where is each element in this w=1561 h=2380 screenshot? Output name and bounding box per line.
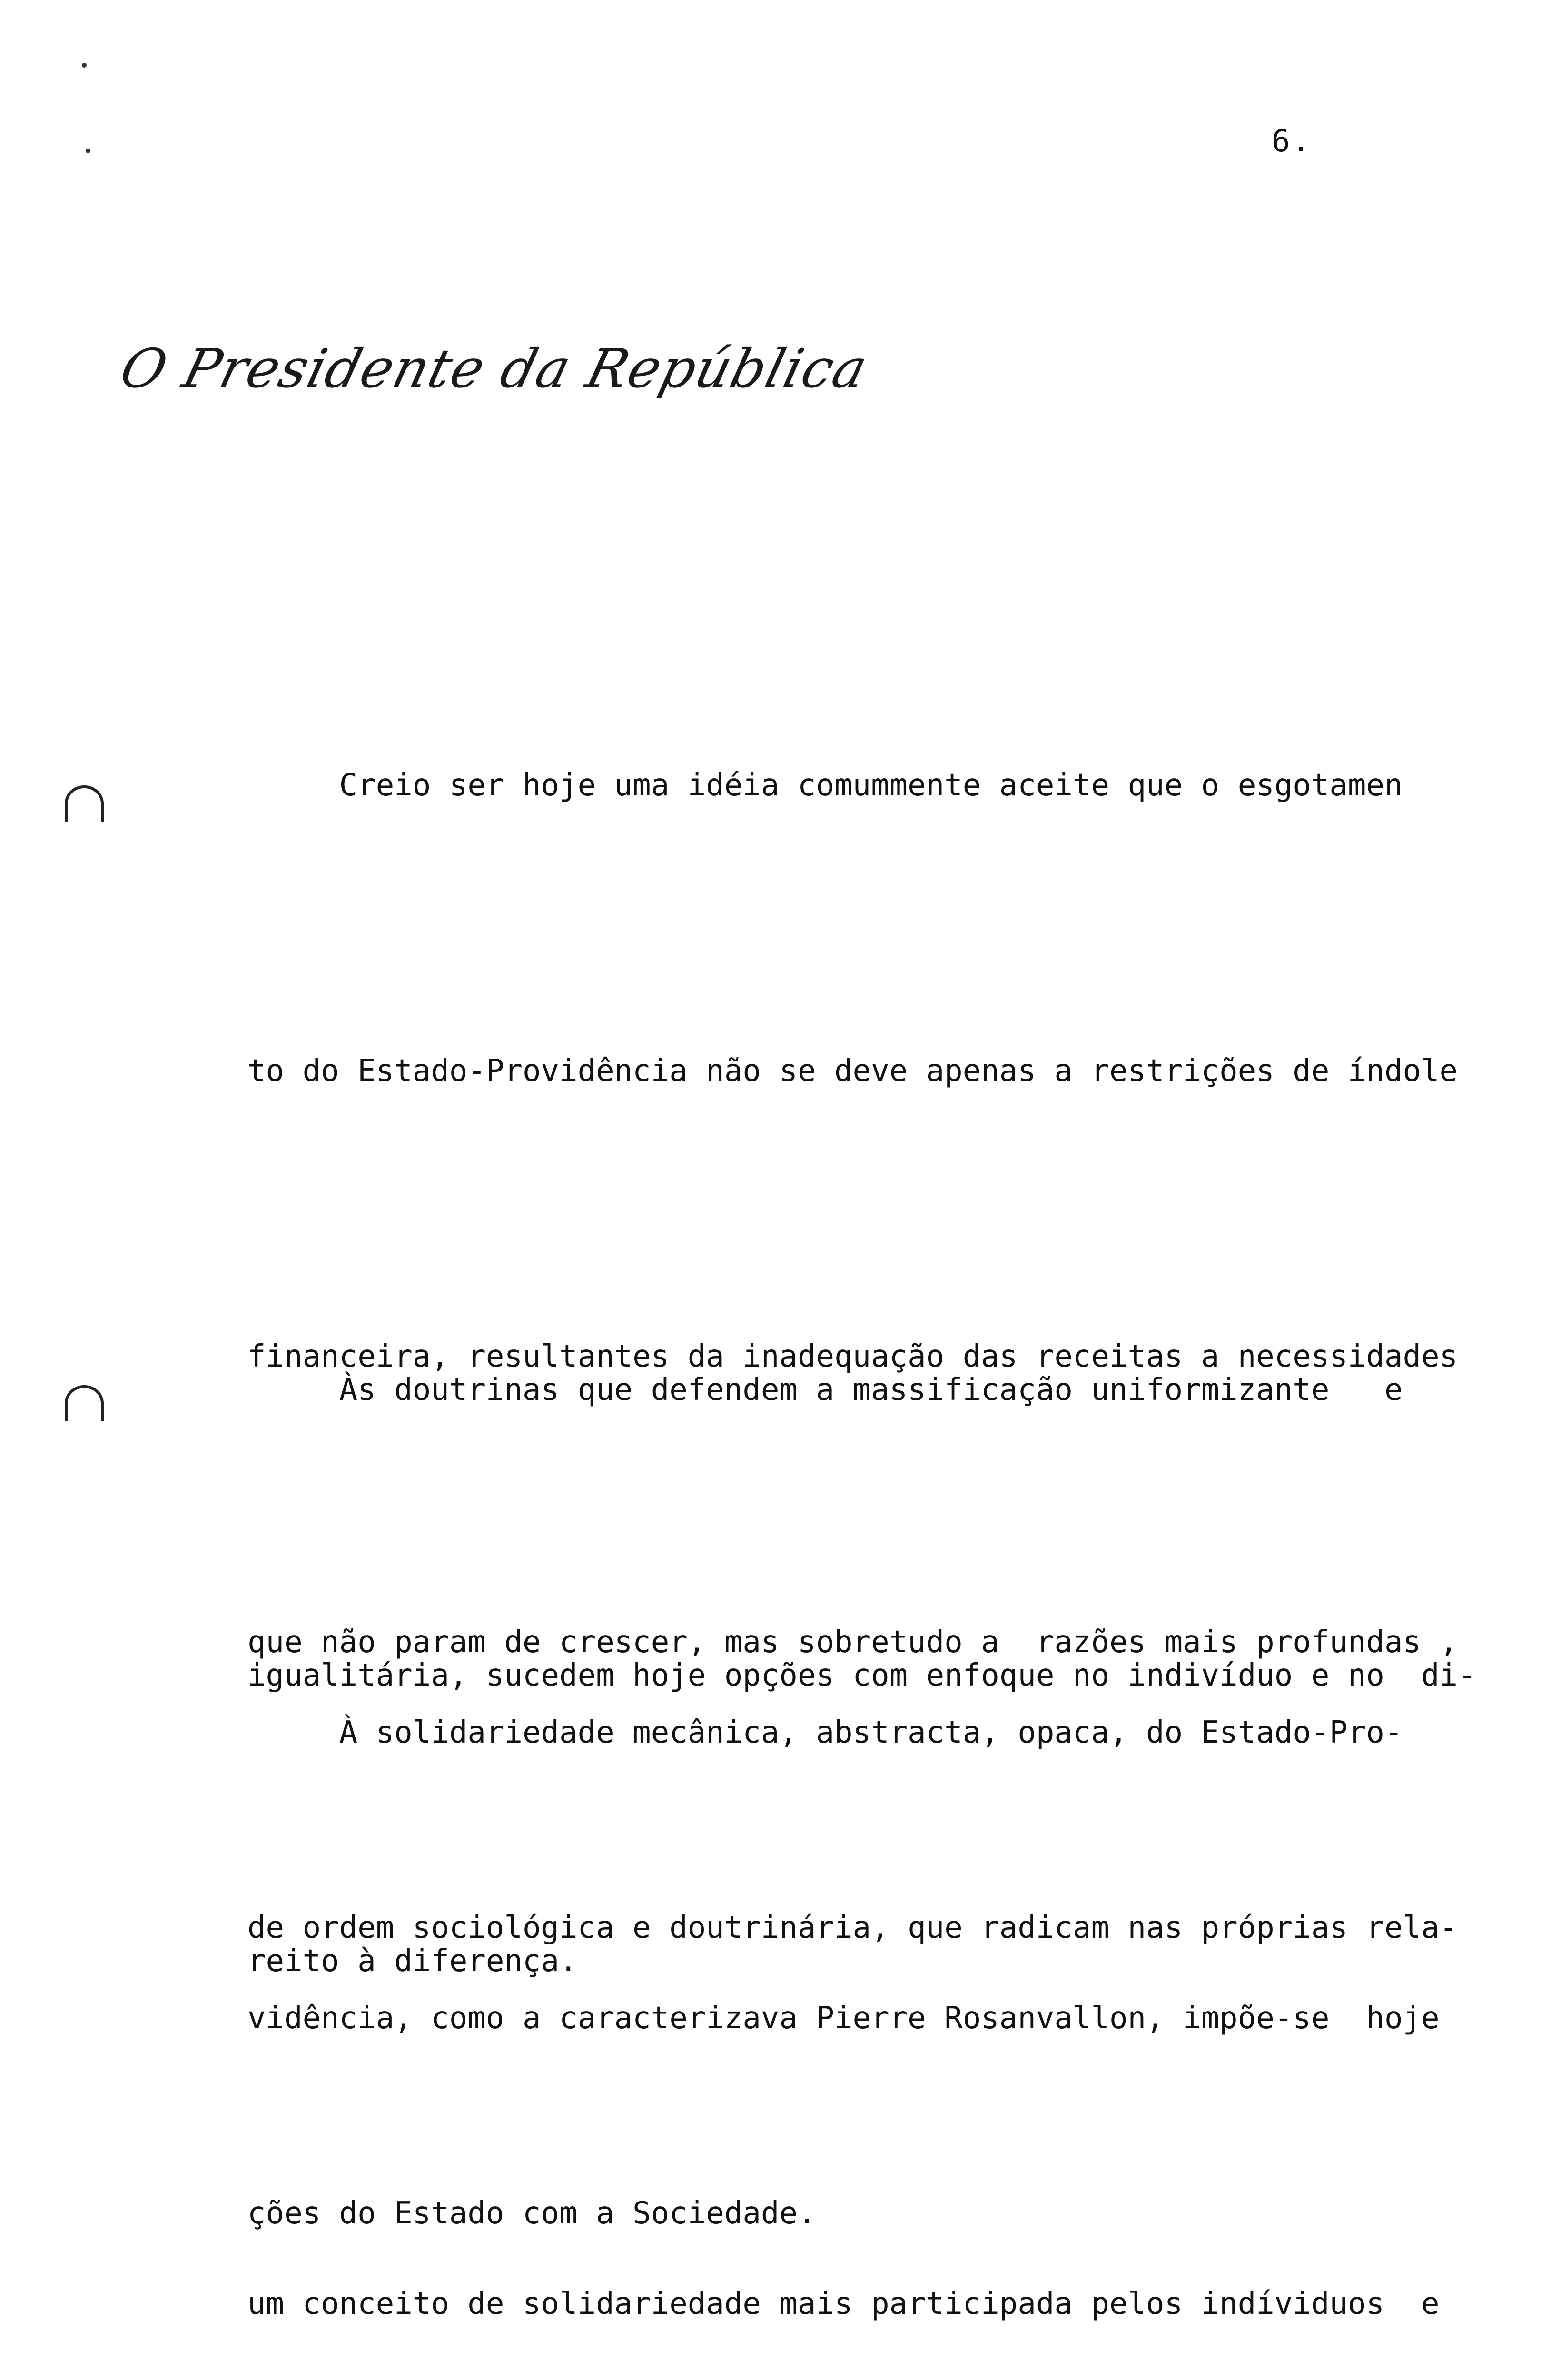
page-number: 6.: [1272, 124, 1313, 159]
text-line: financeira, resultantes da inadequação das receitas a necessidades: [247, 1339, 1458, 1374]
text-line: igualitária, sucedem hoje opções com enfoque no indivíduo e no di-: [247, 1658, 1476, 1693]
text-line: À solidariedade mecânica, abstracta, opaca, do Estado-Pro-: [247, 1715, 1403, 1750]
text-line: de ordem sociológica e doutrinária, que radicam nas próprias rela-: [247, 1910, 1458, 1945]
punch-hole-mark: [65, 785, 104, 822]
letterhead-title: O Presidente da República: [114, 338, 874, 400]
text-line: ções do Estado com a Sociedade.: [247, 2196, 816, 2231]
text-line: Às doutrinas que defendem a massificação uniformizante e: [247, 1372, 1403, 1408]
punch-hole-mark: [65, 1385, 104, 1421]
text-line: reito à diferença.: [247, 1944, 578, 1979]
text-line: um conceito de solidariedade mais participada pelos indíviduos e: [247, 2286, 1440, 2321]
text-line: to do Estado-Providência não se deve apenas a restrições de índole: [247, 1053, 1458, 1089]
text-line: vidência, como a caracterizava Pierre Rosanvallon, impõe-se hoje: [247, 2001, 1440, 2036]
paragraph-3: [247, 1495, 1504, 2380]
scan-speck: [82, 63, 87, 68]
text-line: que não param de crescer, mas sobretudo a razões mais profundas ,: [247, 1625, 1458, 1660]
scan-speck: [86, 149, 90, 153]
text-line: Creio ser hoje uma idéia comummente aceite que o esgotamen: [247, 768, 1403, 803]
